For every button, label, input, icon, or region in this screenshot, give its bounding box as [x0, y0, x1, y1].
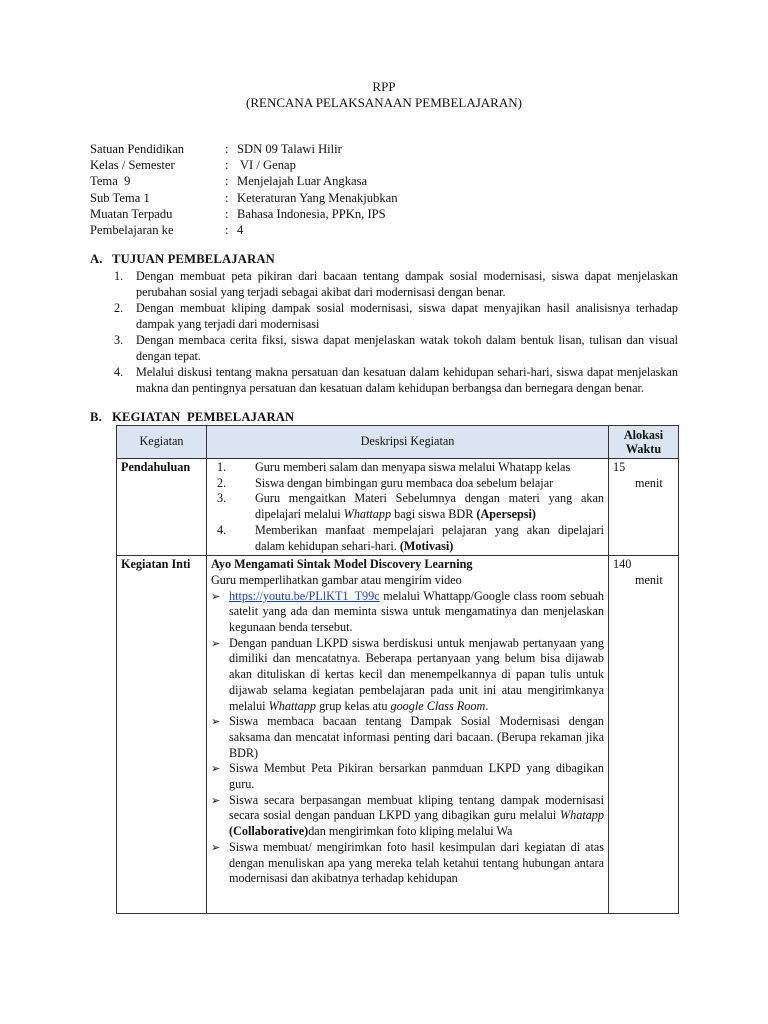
- list-item: 1. Dengan membuat peta pikiran dari bacaan tentang dampak sosial modernisasi, siswa dapat menjelaskan perubahan sosial yang terjadi sebagai akibat dari modernisasi dengan benar.: [114, 269, 678, 299]
- identity-block: [90, 141, 398, 238]
- meta-row-muatan: Muatan Terpadu : Bahasa Indonesia, PPKn, IPS: [90, 206, 386, 221]
- list-item: ➢ Siswa membaca bacaan tentang Dampak Sosial Modernisasi dengan saksama dan mencatat informasi penting dari bacaan. (Berupa rekaman jika BDR): [211, 714, 604, 760]
- section-a-heading: A. TUJUAN PEMBELAJARAN: [90, 252, 275, 266]
- arrow-bullet-icon: ➢: [211, 841, 221, 854]
- activity-name: Pendahuluan: [117, 459, 207, 556]
- arrow-bullet-icon: ➢: [211, 716, 221, 729]
- list-item: 2. Dengan membuat kliping dampak sosial modernisasi, siswa dapat menyajikan hasil analisisnya terhadap dampak yang terjadi dari modernisasi: [114, 301, 678, 331]
- arrow-bullet-icon: ➢: [211, 763, 221, 776]
- activity-description: [207, 459, 609, 556]
- video-link[interactable]: https://youtu.be/PLlKT1_T99c: [229, 588, 380, 603]
- header-alokasi: Alokasi Waktu: [609, 426, 679, 459]
- list-item: ➢ Dengan panduan LKPD siswa berdiskusi untuk menjawab pertanyaan yang dimiliki dan mencatatnya. Beberapa pertanyaan yang belum bisa dijawab akan dituliskan di kertas kecil dan menempelkannya di papan tulis untuk dijawab selama kegiatan pembelajaran pada unit ini atau mengirimkanya melalui Whattapp grup kelas atu google Class Room.: [211, 635, 604, 713]
- table-row: [117, 459, 679, 556]
- table-row: [117, 556, 679, 914]
- doc-subtitle: (RENCANA PELAKSANAAN PEMBELAJARAN): [246, 95, 522, 110]
- activity-intro: Guru memperlihatkan gambar atau mengirim video: [211, 572, 462, 587]
- arrow-bullet-icon: ➢: [211, 637, 221, 650]
- activity-description: [207, 556, 609, 914]
- activity-table: [116, 425, 679, 914]
- list-item: 1. Guru memberi salam dan menyapa siswa melalui Whatapp kelas: [217, 460, 571, 474]
- header-kegiatan: Kegiatan: [117, 426, 207, 459]
- list-item: ➢ Siswa secara berpasangan membuat kliping tentang dampak modernisasi secara sosial dengan panduan LKPD yang dibagikan guru melalui Whatapp (Collaborative)dan mengirimkan foto kliping melalui Wa: [211, 792, 604, 839]
- arrow-bullet-icon: ➢: [211, 794, 221, 807]
- list-item: 3. Guru mengaitkan Materi Sebelumnya dengan materi yang akan dipelajari melalui Whattapp bagi siswa BDR (Apersepsi): [217, 491, 604, 522]
- section-b-heading: B. KEGIATAN PEMBELAJARAN: [90, 410, 295, 424]
- list-item: ➢ https://youtu.be/PLlKT1_T99c melalui Whattapp/Google class room sebuah satelit yang ada dan meminta siswa untuk mengamatinya dan menjelaskan kegunaan benda tersebut.: [211, 588, 604, 635]
- meta-row-kelas: Kelas / Semester : VI / Genap: [90, 158, 296, 173]
- meta-row-pembelajaran: Pembelajaran ke : 4: [90, 222, 244, 237]
- activity-time: 140 menit: [609, 556, 679, 914]
- doc-title: RPP: [372, 79, 396, 94]
- meta-row-tema: Tema 9 : Menjelajah Luar Angkasa: [90, 174, 368, 189]
- list-item: ➢ Siswa Membut Peta Pikiran bersarkan panmduan LKPD yang dibagikan guru.: [211, 761, 604, 792]
- meta-row-satuan: Satuan Pendidikan : SDN 09 Talawi Hilir: [90, 142, 342, 156]
- list-item: 4. Melalui diskusi tentang makna persatuan dan kesatuan dalam kehidupan sehari-hari, siswa dapat menjelaskan makna dan pentingnya persatuan dan kesatuan dalam kehidupan berbangsa dan bernegara dengan benar.: [114, 365, 678, 395]
- list-item: 3. Dengan membaca cerita fiksi, siswa dapat menjelaskan watak tokoh dalam bentuk lisan, tulisan dan visual dengan tepat.: [114, 333, 678, 363]
- arrow-bullet-icon: ➢: [211, 590, 221, 603]
- table-header-row: [117, 426, 679, 459]
- list-item: 4. Memberikan manfaat mempelajari pelajaran yang akan dipelajari dalam kehidupan sehari-hari. (Motivasi): [217, 522, 604, 553]
- activity-heading: Ayo Mengamati Sintak Model Discovery Learning: [211, 557, 473, 572]
- objectives-list: [112, 268, 678, 396]
- header-deskripsi: Deskripsi Kegiatan: [207, 426, 609, 459]
- list-item: 2. Siswa dengan bimbingan guru membaca doa sebelum belajar: [217, 475, 554, 490]
- list-item: ➢ Siswa membuat/ mengirimkan foto hasil kesimpulan dari kegiatan di atas dengan menuliskan apa yang mereka telah ketahui tentang hubungan antara modernisasi dan akibatnya terhadap kehidupan: [211, 839, 604, 886]
- meta-row-subtema: Sub Tema 1 : Keteraturan Yang Menakjubkan: [90, 190, 398, 205]
- activity-name: Kegiatan Inti: [117, 556, 207, 914]
- activity-time: 15 menit: [609, 459, 679, 556]
